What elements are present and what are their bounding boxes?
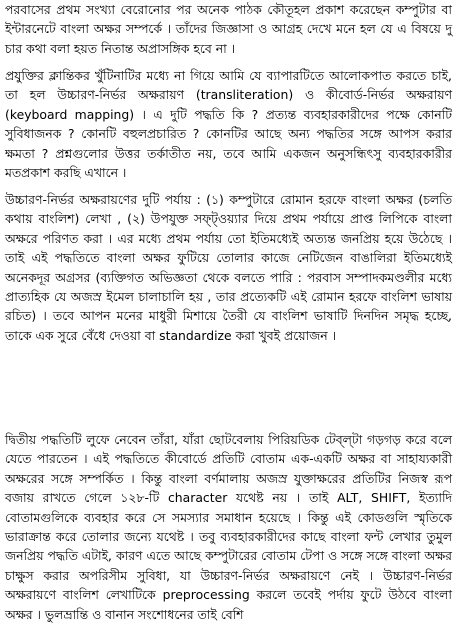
methods-paragraph: প্রযুক্তির ক্লান্তিকর খুঁটিনাটির মধ্যে না গিয়ে আমি যে ব্যাপারটিতে আলোকপাত করতে চাই, তা হল উচ্চারণ-নির্ভর অক্ষরায়ণ (transliteration) ও কীবোর্ড-নির্ভর অক্ষরায়ণ (keyboard mapping) । এ দুটি পদ্ধতি কি ? প্রত্যন্ত ব্যবহারকারীদের পক্ষে কোনটি সুবিধাজনক ? কোনটি বহুলপ্রচারিত ? কোনটির আছে অন্য পদ্ধতির সঙ্গে আপস করার ক্ষমতা ? প্রশ্নগুলোর উত্তর তর্কাতীত নয়, তবে আমি একজন অনুসন্ধিৎসু ব্যবহারকারীর মতপ্রকাশ করছি এখানে । — [5, 68, 452, 181]
intro-paragraph: পরবাসের প্রথম সংখ্যা বেরোনোর পর অনেক পাঠক কৌতূহল প্রকাশ করেছেন কম্পুটার বা ইন্টারনেটে বাংলা অক্ষর সম্পর্কে । তাঁদের জিজ্ঞাসা ও আগ্রহ দেখে মনে হল যে এ বিষয়ে দু চার কথা বলা হয়ত নিতান্ত অপ্রাসঙ্গিক হবে না । — [5, 2, 452, 56]
keyboard-mapping-paragraph: দ্বিতীয় পদ্ধতিটি লুফে নেবেন তাঁরা, যাঁরা ছোটবেলায় পিরিয়ডিক টেব্‌ল্‌টা গড়গড় করে বলে যেতে পারতেন । এই পদ্ধতিতে কীবোর্ডে প্রতিটি বোতাম এক-একটি অক্ষর বা সাহায্যকারী অক্ষরের সঙ্গে সম্পর্কিত । কিন্তু বাংলা বর্ণমালায় অজস্র যুক্তাক্ষরের প্রতিটির নিজস্ব রূপ বজায় রাখতে গেলে ১২৮-টি character যথেষ্ট নয় । তাই ALT, SHIFT, ইত্যাদি বোতামগুলিকে ব্যবহার করে সে সমস্যার সমাধান হয়েছে । কিন্তু এই কোডগুলি স্মৃতিকে ভারাক্রান্ত করে তোলার জন্যে যথেষ্ট । তবু ব্যবহারকারীদের কাছে বাংলা ফন্ট লেখার তুমুল জনপ্রিয় পদ্ধতি এটাই, কারণ এতে আছে কম্পুটারের বোতাম টেপা ও সঙ্গে সঙ্গে বাংলা অক্ষর চাক্ষুস করার অপরিসীম সুবিধা, যা উচ্চারণ-নির্ভর অক্ষরায়ণে নেই । উচ্চারণ-নির্ভর অক্ষরায়ণে বাংলিশ লেখাটিকে preprocessing করলে তবেই পর্দায় ফুটে উঠবে বাংলা অক্ষর । ভুলভ্রান্তি ও বানান সংশোধনের তাই বেশি — [5, 432, 452, 622]
transliteration-paragraph: উচ্চারণ-নির্ভর অক্ষরায়ণের দুটি পর্যায় : (১) কম্পুটারে রোমান হরফে বাংলা অক্ষর (চলতি কথায় বাংলিশ) লেখা , (২) উপযুক্ত সফ্‌ট্‌ওয়্যার দিয়ে প্রথম পর্যায়ে প্রাপ্ত লিপিকে বাংলা অক্ষরে পরিণত করা । এর মধ্যে প্রথম পর্যায় তো ইতিমধ্যেই অত্যন্ত জনপ্রিয় হয়ে উঠেছে । তাই এই পদ্ধতিতে বাংলা অক্ষর ফুটিয়ে তোলার কাজে নেটিজেন বাঙালিরা ইতিমধ্যেই অনেকদূর অগ্রসর (ব্যক্তিগত অভিজ্ঞতা থেকে বলতে পারি : পরবাস সম্পাদকমণ্ডলীর মধ্যে প্রাত্যহিক যে অজস্র ইমেল চালাচালি হয় , তার প্রত্যেকটি এই রোমান হরফে বাংলিশ ভাষায় রচিত) । তবে আপন মনের মাধুরী মিশায়ে তৈরী যে বাংলিশ ভাষাটি দিনদিন সমৃদ্ধ হচ্ছে, তাকে এক সুরে বেঁধে দেওয়া বা standardize করা খুবই প্রয়োজন । — [5, 192, 452, 343]
